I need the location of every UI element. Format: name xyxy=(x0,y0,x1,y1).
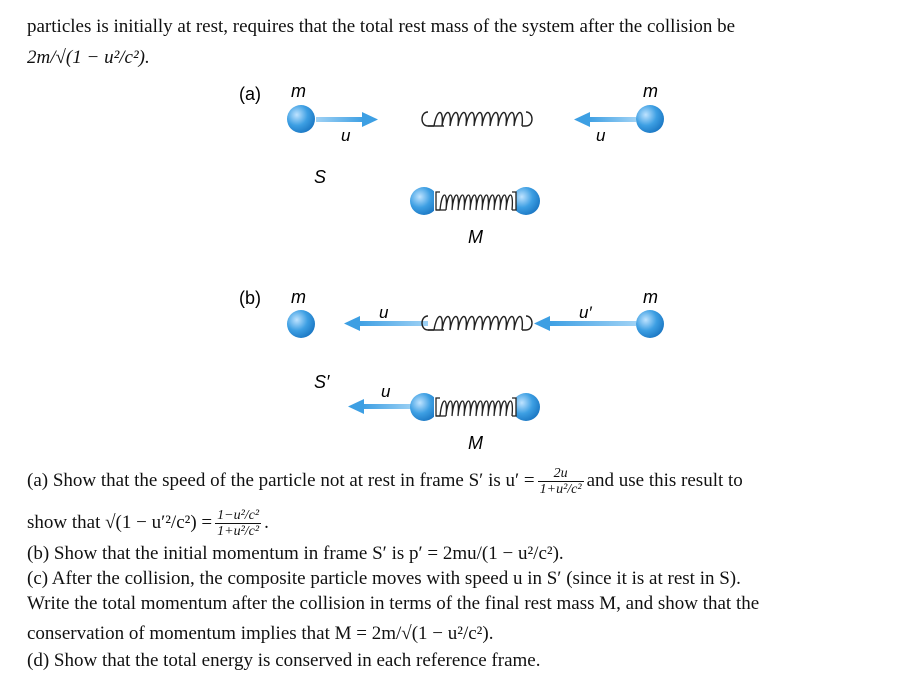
panel-a-arrow-left xyxy=(574,112,636,127)
question-a2-frac-den: 1+u²/c² xyxy=(217,524,260,539)
panel-b-ball-left xyxy=(287,310,315,338)
panel-b-frame: S′ xyxy=(314,372,330,392)
question-d: (d) Show that the total energy is conserved in each reference frame. xyxy=(27,650,541,671)
panel-b-spring xyxy=(422,316,532,330)
panel-b-composite xyxy=(410,393,540,421)
panel-a-label: (a) xyxy=(239,84,261,104)
question-a-frac-den: 1+u²/c² xyxy=(539,482,582,497)
question-c-line-3: conservation of momentum implies that M = 2m/√(1 − u²/c²). xyxy=(27,623,494,644)
panel-a-mass-right: m xyxy=(643,81,658,101)
question-a2-text: show that √(1 − u′²/c²) = xyxy=(27,511,213,533)
panel-b-label: (b) xyxy=(239,288,261,308)
panel-a-ball-right xyxy=(636,105,664,133)
panel-b-mass-left: m xyxy=(291,287,306,307)
panel-a-ball-left xyxy=(287,105,315,133)
panel-b-arrow-composite xyxy=(348,399,414,414)
question-c-line-1: (c) After the collision, the composite particle moves with speed u in S′ (since it is at rest in S). xyxy=(27,568,741,589)
panel-a-vel-left: u xyxy=(341,126,351,145)
question-a2-end: . xyxy=(264,511,269,533)
panel-a-composite-mass: M xyxy=(468,227,483,247)
panel-a-spring xyxy=(422,112,532,126)
panel-a-frame: S xyxy=(314,167,327,187)
question-a-frac-num: 2u xyxy=(538,466,584,482)
panel-a-composite xyxy=(410,187,540,215)
intro-line-2: 2m/√(1 − u²/c²). xyxy=(27,47,150,68)
question-c-line-2: Write the total momentum after the collision in terms of the final rest mass M, and show that the xyxy=(27,593,760,614)
panel-b-ball-right xyxy=(636,310,664,338)
panel-a-vel-right: u xyxy=(596,126,606,145)
panel-b-vel-left: u xyxy=(379,303,389,322)
question-a2-fraction xyxy=(215,508,261,539)
panel-a-mass-left: m xyxy=(291,81,306,101)
panel-b-vel-composite: u xyxy=(381,382,391,401)
panel-b-composite-mass: M xyxy=(468,433,483,453)
question-a-text: (a) Show that the speed of the particle not at rest in frame S′ is u′ = xyxy=(27,469,535,491)
intro-line-1: particles is initially at rest, requires that the total rest mass of the system after the collision be xyxy=(27,16,736,37)
question-a2 xyxy=(27,508,269,539)
panel-a-arrow-right xyxy=(316,112,378,127)
panel-b-mass-right: m xyxy=(643,287,658,307)
question-a xyxy=(27,466,743,497)
question-a-fraction xyxy=(538,466,584,497)
question-b: (b) Show that the initial momentum in frame S′ is p′ = 2mu/(1 − u²/c²). xyxy=(27,543,564,564)
panel-b-vel-right: u′ xyxy=(579,303,592,322)
question-a-text-end: and use this result to xyxy=(586,469,743,491)
question-a2-frac-num: 1−u²/c² xyxy=(217,508,260,523)
